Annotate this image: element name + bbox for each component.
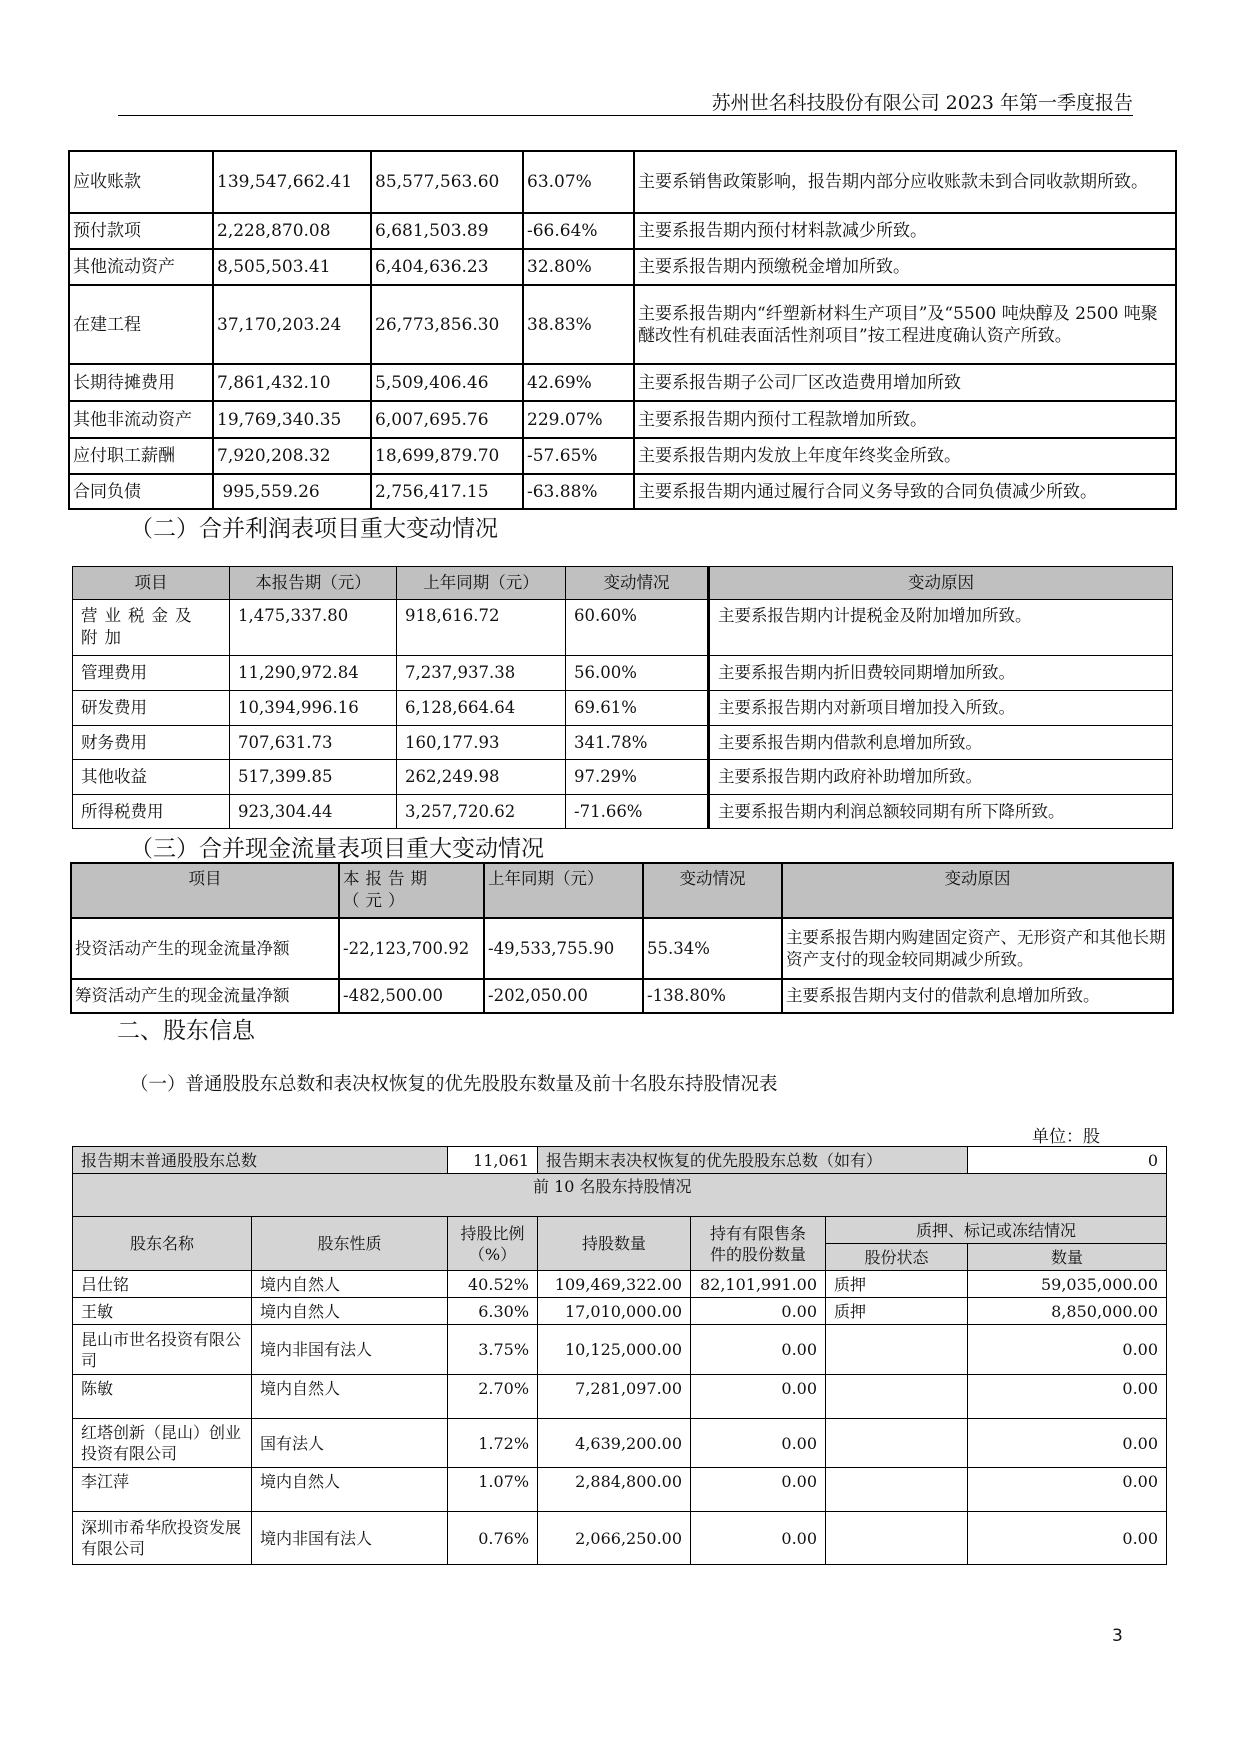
reason-cell: 主要系报告期内通过履行合同义务导致的合同负债减少所致。 <box>634 474 1176 509</box>
item-cell: 管理费用 <box>73 656 230 691</box>
previous-cell: -202,050.00 <box>484 979 643 1013</box>
shareholder-restricted: 0.00 <box>691 1419 826 1468</box>
table-row <box>69 401 1176 438</box>
pledge-status <box>826 1419 968 1468</box>
item-cell: 研发费用 <box>73 691 230 726</box>
current-cell: 923,304.44 <box>230 795 397 829</box>
shareholder-nature: 境内非国有法人 <box>252 1325 448 1375</box>
table-row <box>69 249 1176 285</box>
change-cell: 69.61% <box>566 691 709 726</box>
header-change: 变动情况 <box>643 863 782 918</box>
table-row <box>71 918 1173 979</box>
reason-cell: 主要系报告期内政府补助增加所致。 <box>709 760 1173 795</box>
shareholder-shares: 2,066,250.00 <box>538 1512 691 1565</box>
shareholder-shares: 109,469,322.00 <box>538 1271 691 1298</box>
item-cell: 投资活动产生的现金流量净额 <box>71 918 339 979</box>
preferred-shareholders-value: 0 <box>968 1147 1167 1174</box>
pledge-qty: 0.00 <box>968 1512 1167 1565</box>
previous-cell: 85,577,563.60 <box>371 151 523 213</box>
cashflow-change-table <box>70 862 1174 1014</box>
income-statement-change-table <box>72 566 1173 829</box>
previous-cell: 18,699,879.70 <box>371 438 523 474</box>
previous-cell: 6,404,636.23 <box>371 249 523 285</box>
shareholder-ratio: 1.72% <box>448 1419 538 1468</box>
previous-cell: 26,773,856.30 <box>371 285 523 364</box>
shareholder-nature: 境内自然人 <box>252 1271 448 1298</box>
reason-cell: 主要系报告期内对新项目增加投入所致。 <box>709 691 1173 726</box>
current-cell: 517,399.85 <box>230 760 397 795</box>
change-cell: 56.00% <box>566 656 709 691</box>
table-header-row <box>73 567 1173 600</box>
table-row <box>73 600 1173 656</box>
header-shares: 持股数量 <box>538 1217 691 1271</box>
pledge-status: 质押 <box>826 1271 968 1298</box>
previous-cell: 6,681,503.89 <box>371 213 523 249</box>
pledge-qty: 59,035,000.00 <box>968 1271 1167 1298</box>
shareholder-name: 深圳市希华欣投资发展有限公司 <box>73 1512 252 1565</box>
item-cell: 其他收益 <box>73 760 230 795</box>
shareholder-nature: 境内自然人 <box>252 1375 448 1419</box>
item-cell: 筹资活动产生的现金流量净额 <box>71 979 339 1013</box>
reason-cell: 主要系报告期内支付的借款利息增加所致。 <box>782 979 1173 1013</box>
change-cell: 42.69% <box>523 364 634 401</box>
shareholder-nature: 境内非国有法人 <box>252 1512 448 1565</box>
change-cell: 55.34% <box>643 918 782 979</box>
change-cell: 341.78% <box>566 726 709 760</box>
previous-cell: 7,237,937.38 <box>397 656 566 691</box>
shareholder-shares: 4,639,200.00 <box>538 1419 691 1468</box>
previous-cell: 6,007,695.76 <box>371 401 523 438</box>
pledge-status: 质押 <box>826 1298 968 1325</box>
item-cell: 其他流动资产 <box>69 249 213 285</box>
current-cell: 19,769,340.35 <box>213 401 371 438</box>
table-row <box>69 364 1176 401</box>
table-row <box>73 1419 1167 1468</box>
shareholder-shares: 2,884,800.00 <box>538 1468 691 1512</box>
table-row <box>73 1325 1167 1375</box>
change-cell: -71.66% <box>566 795 709 829</box>
shareholder-subheading: （一）普通股股东总数和表决权恢复的优先股股东数量及前十名股东持股情况表 <box>130 1074 778 1095</box>
header-previous: 上年同期（元） <box>397 567 566 600</box>
header-item: 项目 <box>71 863 339 918</box>
pledge-qty: 0.00 <box>968 1468 1167 1512</box>
change-cell: 38.83% <box>523 285 634 364</box>
report-header-title: 苏州世名科技股份有限公司 2023 年第一季度报告 <box>711 92 1133 114</box>
current-cell: 139,547,662.41 <box>213 151 371 213</box>
change-cell: -138.80% <box>643 979 782 1013</box>
shareholder-section-heading: 二、股东信息 <box>117 1018 255 1044</box>
current-cell: 10,394,996.16 <box>230 691 397 726</box>
header-restricted: 持有有限售条件的股份数量 <box>691 1217 826 1271</box>
item-cell: 应付职工薪酬 <box>69 438 213 474</box>
change-cell: 97.29% <box>566 760 709 795</box>
item-cell: 财务费用 <box>73 726 230 760</box>
pledge-qty: 0.00 <box>968 1375 1167 1419</box>
item-cell: 在建工程 <box>69 285 213 364</box>
table-header-row <box>71 863 1173 918</box>
income-section-heading: （二）合并利润表项目重大变动情况 <box>130 516 498 542</box>
table-row <box>69 151 1176 213</box>
header-current: 本报告期（元） <box>339 863 484 918</box>
header-item: 项目 <box>73 567 230 600</box>
previous-cell: -49,533,755.90 <box>484 918 643 979</box>
current-cell: 1,475,337.80 <box>230 600 397 656</box>
shareholder-ratio: 2.70% <box>448 1375 538 1419</box>
current-cell: 995,559.26 <box>213 474 371 509</box>
change-cell: 32.80% <box>523 249 634 285</box>
header-reason: 变动原因 <box>782 863 1173 918</box>
change-cell: 60.60% <box>566 600 709 656</box>
shareholder-restricted: 0.00 <box>691 1325 826 1375</box>
table-row <box>73 795 1173 829</box>
shareholder-restricted: 0.00 <box>691 1298 826 1325</box>
total-shareholders-value: 11,061 <box>448 1147 538 1174</box>
top-shareholders-table <box>72 1146 1167 1565</box>
total-shareholders-label: 报告期末普通股股东总数 <box>73 1147 448 1174</box>
table-row <box>73 656 1173 691</box>
reason-cell: 主要系销售政策影响，报告期内部分应收账款未到合同收款期所致。 <box>634 151 1176 213</box>
change-cell: 229.07% <box>523 401 634 438</box>
table-row <box>69 474 1176 509</box>
shareholder-nature: 境内自然人 <box>252 1298 448 1325</box>
current-cell: 7,861,432.10 <box>213 364 371 401</box>
item-cell: 应收账款 <box>69 151 213 213</box>
pledge-qty: 0.00 <box>968 1419 1167 1468</box>
current-cell: 37,170,203.24 <box>213 285 371 364</box>
reason-cell: 主要系报告期内折旧费较同期增加所致。 <box>709 656 1173 691</box>
shareholder-name: 昆山市世名投资有限公司 <box>73 1325 252 1375</box>
pledge-qty: 8,850,000.00 <box>968 1298 1167 1325</box>
shareholder-restricted: 0.00 <box>691 1375 826 1419</box>
previous-cell: 6,128,664.64 <box>397 691 566 726</box>
previous-cell: 3,257,720.62 <box>397 795 566 829</box>
header-nature: 股东性质 <box>252 1217 448 1271</box>
current-cell: 2,228,870.08 <box>213 213 371 249</box>
shareholder-ratio: 3.75% <box>448 1325 538 1375</box>
top10-title-row <box>73 1174 1167 1217</box>
header-pledge-qty: 数量 <box>968 1244 1167 1271</box>
reason-cell: 主要系报告期内计提税金及附加增加所致。 <box>709 600 1173 656</box>
table-row <box>73 1271 1167 1298</box>
shareholder-name: 王敏 <box>73 1298 252 1325</box>
shareholder-shares: 7,281,097.00 <box>538 1375 691 1419</box>
header-previous: 上年同期（元） <box>484 863 643 918</box>
item-cell: 所得税费用 <box>73 795 230 829</box>
shareholder-name: 陈敏 <box>73 1375 252 1419</box>
pledge-status <box>826 1512 968 1565</box>
change-cell: -66.64% <box>523 213 634 249</box>
reason-cell: 主要系报告期内购建固定资产、无形资产和其他长期资产支付的现金较同期减少所致。 <box>782 918 1173 979</box>
current-cell: -482,500.00 <box>339 979 484 1013</box>
reason-cell: 主要系报告期内借款利息增加所致。 <box>709 726 1173 760</box>
shareholder-name: 李江萍 <box>73 1468 252 1512</box>
pledge-qty: 0.00 <box>968 1325 1167 1375</box>
pledge-status <box>826 1325 968 1375</box>
current-cell: 11,290,972.84 <box>230 656 397 691</box>
header-reason: 变动原因 <box>709 567 1173 600</box>
shareholder-restricted: 0.00 <box>691 1468 826 1512</box>
header-current: 本报告期（元） <box>230 567 397 600</box>
item-cell: 其他非流动资产 <box>69 401 213 438</box>
shareholder-ratio: 0.76% <box>448 1512 538 1565</box>
table-row <box>73 726 1173 760</box>
item-cell: 预付款项 <box>69 213 213 249</box>
previous-cell: 160,177.93 <box>397 726 566 760</box>
top10-title: 前 10 名股东持股情况 <box>73 1174 1167 1217</box>
header-ratio: 持股比例（%） <box>448 1217 538 1271</box>
shareholder-shares: 17,010,000.00 <box>538 1298 691 1325</box>
preferred-shareholders-label: 报告期末表决权恢复的优先股股东总数（如有） <box>538 1147 968 1174</box>
table-row <box>73 1468 1167 1512</box>
shareholder-name: 红塔创新（昆山）创业投资有限公司 <box>73 1419 252 1468</box>
current-cell: 7,920,208.32 <box>213 438 371 474</box>
shareholder-ratio: 6.30% <box>448 1298 538 1325</box>
header-change: 变动情况 <box>566 567 709 600</box>
reason-cell: 主要系报告期内利润总额较同期有所下降所致。 <box>709 795 1173 829</box>
table-row <box>69 213 1176 249</box>
pledge-status <box>826 1375 968 1419</box>
shareholder-shares: 10,125,000.00 <box>538 1325 691 1375</box>
header-divider <box>118 115 1133 116</box>
item-cell: 营业税金及附加 <box>73 600 230 656</box>
unit-label: 单位：股 <box>1032 1127 1100 1147</box>
reason-cell: 主要系报告期内预付材料款减少所致。 <box>634 213 1176 249</box>
change-cell: -57.65% <box>523 438 634 474</box>
current-cell: -22,123,700.92 <box>339 918 484 979</box>
reason-cell: 主要系报告期内预付工程款增加所致。 <box>634 401 1176 438</box>
reason-cell: 主要系报告期子公司厂区改造费用增加所致 <box>634 364 1176 401</box>
cashflow-section-heading: （三）合并现金流量表项目重大变动情况 <box>130 836 544 862</box>
header-pledge-status: 股份状态 <box>826 1244 968 1271</box>
reason-cell: 主要系报告期内“纤塑新材料生产项目”及“5500 吨炔醇及 2500 吨聚醚改性有机硅表面活性剂项目”按工程进度确认资产所致。 <box>634 285 1176 364</box>
current-cell: 707,631.73 <box>230 726 397 760</box>
table-row <box>69 285 1176 364</box>
reason-cell: 主要系报告期内发放上年度年终奖金所致。 <box>634 438 1176 474</box>
shareholder-ratio: 1.07% <box>448 1468 538 1512</box>
table-header-row <box>73 1217 1167 1244</box>
pledge-status <box>826 1468 968 1512</box>
header-pledge-group: 质押、标记或冻结情况 <box>826 1217 1167 1244</box>
balance-sheet-change-table <box>68 150 1177 510</box>
item-cell: 长期待摊费用 <box>69 364 213 401</box>
shareholder-nature: 国有法人 <box>252 1419 448 1468</box>
current-cell: 8,505,503.41 <box>213 249 371 285</box>
table-row <box>73 1512 1167 1565</box>
reason-cell: 主要系报告期内预缴税金增加所致。 <box>634 249 1176 285</box>
header-name: 股东名称 <box>73 1217 252 1271</box>
shareholder-name: 吕仕铭 <box>73 1271 252 1298</box>
previous-cell: 5,509,406.46 <box>371 364 523 401</box>
shareholder-ratio: 40.52% <box>448 1271 538 1298</box>
page-number: 3 <box>1112 1626 1123 1646</box>
table-row <box>73 1298 1167 1325</box>
change-cell: -63.88% <box>523 474 634 509</box>
summary-row <box>73 1147 1167 1174</box>
shareholder-nature: 境内自然人 <box>252 1468 448 1512</box>
table-row <box>71 979 1173 1013</box>
previous-cell: 2,756,417.15 <box>371 474 523 509</box>
table-row <box>73 1375 1167 1419</box>
shareholder-restricted: 0.00 <box>691 1512 826 1565</box>
table-row <box>69 438 1176 474</box>
change-cell: 63.07% <box>523 151 634 213</box>
shareholder-restricted: 82,101,991.00 <box>691 1271 826 1298</box>
table-row <box>73 760 1173 795</box>
previous-cell: 262,249.98 <box>397 760 566 795</box>
item-cell: 合同负债 <box>69 474 213 509</box>
previous-cell: 918,616.72 <box>397 600 566 656</box>
table-row <box>73 691 1173 726</box>
